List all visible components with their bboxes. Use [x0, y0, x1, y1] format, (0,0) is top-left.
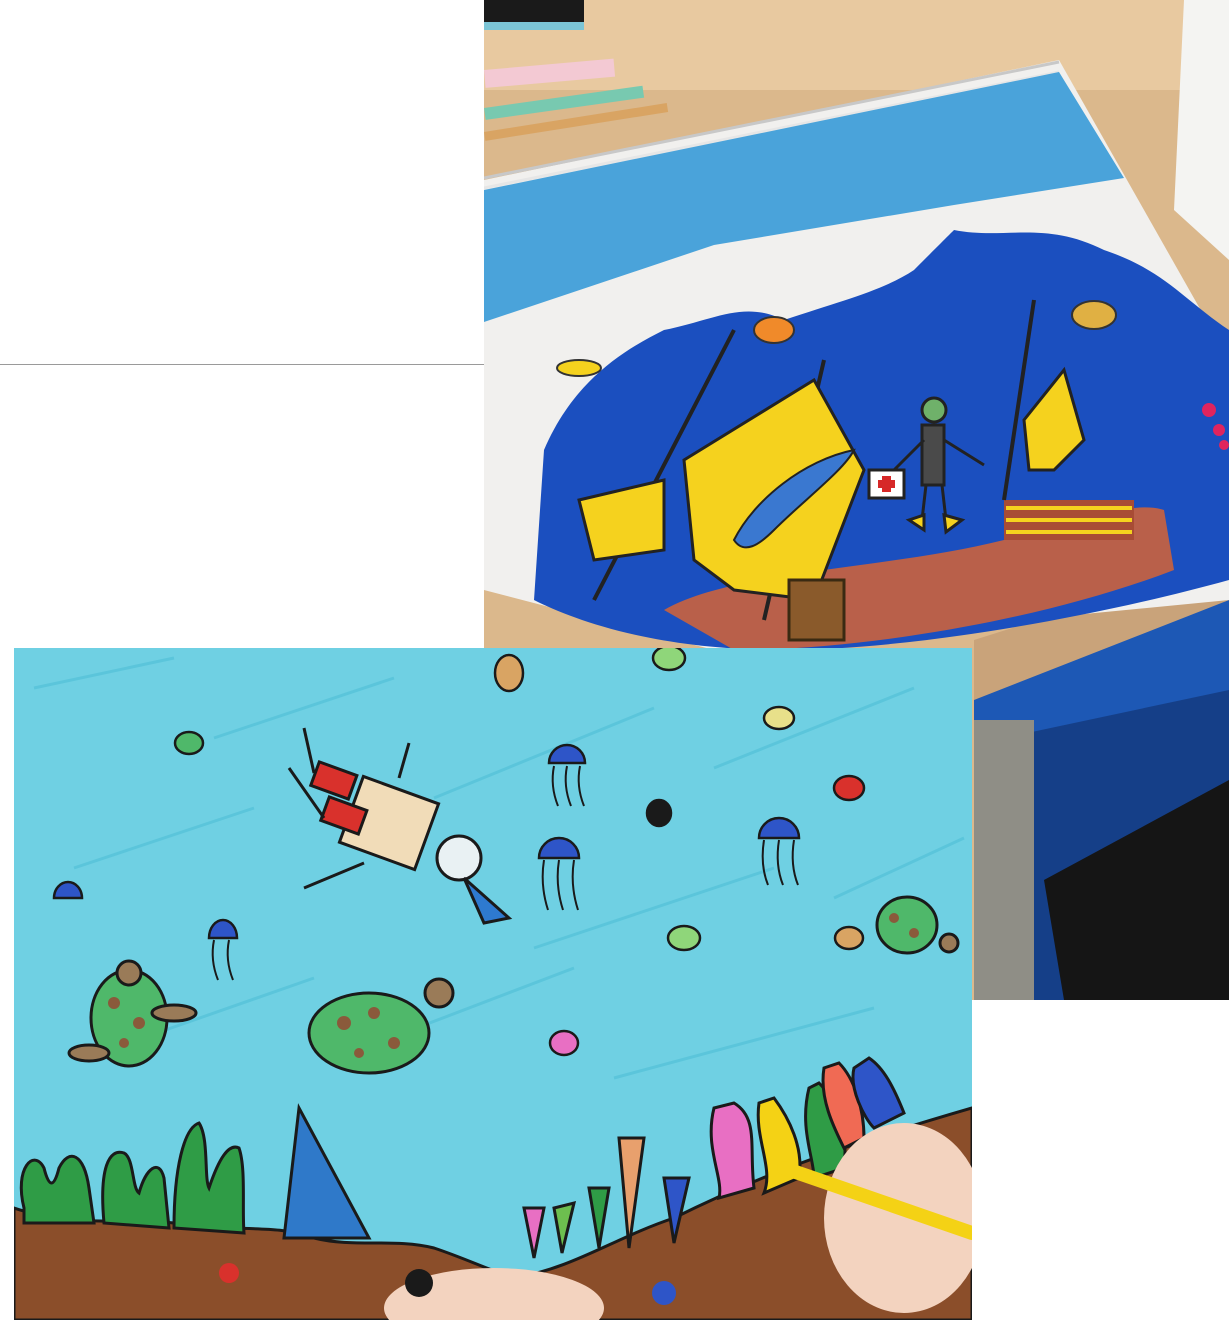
picture-frame [789, 580, 844, 640]
undersea-drawing-illustration [14, 648, 972, 1320]
phone-edge [484, 22, 584, 30]
undersea-drawing-photo [14, 648, 972, 1320]
fish-orange [754, 317, 794, 343]
fish-yellow [557, 360, 601, 376]
sea-urchin [405, 1269, 433, 1297]
floor-gravel [974, 720, 1034, 1000]
fish-striped [1072, 301, 1116, 329]
horizontal-divider-line [0, 364, 484, 365]
starfish [652, 1281, 676, 1305]
shell [219, 1263, 239, 1283]
